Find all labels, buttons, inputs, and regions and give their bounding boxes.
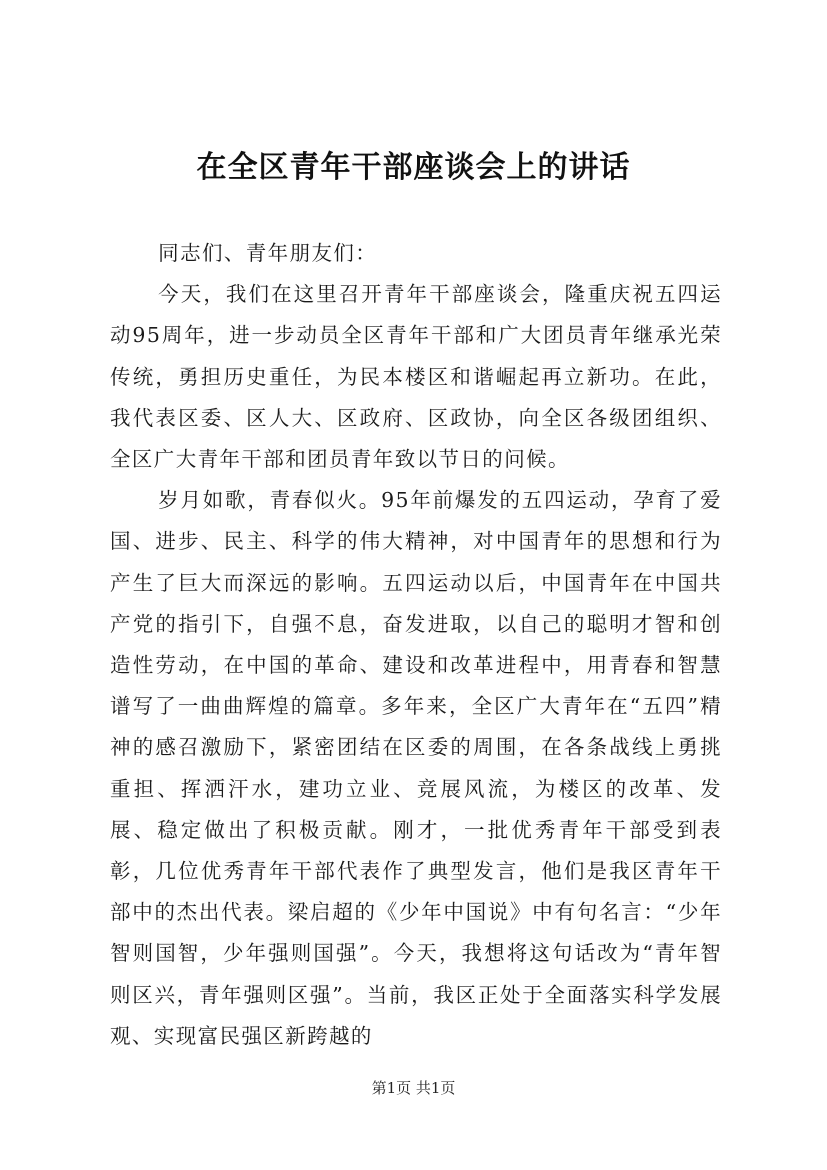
document-body: [110, 233, 722, 1057]
body-paragraph: 岁月如歌，青春似火。95年前爆发的五四运动，孕育了爱国、进步、民主、科学的伟大精神，对中国青年的思想和行为产生了巨大而深远的影响。五四运动以后，中国青年在中国共产党的指引下，自强不息，奋发进取，以自己的聪明才智和创造性劳动，在中国的革命、建设和改革进程中，用青春和智慧谱写了一曲曲辉煌的篇章。多年来，全区广大青年在“五四”精神的感召激励下，紧密团结在区委的周围，在各条战线上勇挑重担、挥洒汗水，建功立业、竞展风流，为楼区的改革、发展、稳定做出了积极贡献。刚才，一批优秀青年干部受到表彰，几位优秀青年干部代表作了典型发言，他们是我区青年干部中的杰出代表。梁启超的《少年中国说》中有句名言：“少年智则国智，少年强则国强”。今天，我想将这句话改为“青年智则区兴，青年强则区强”。当前，我区正处于全面落实科学发展观、实现富民强区新跨越的: [110, 488, 722, 1048]
body-paragraph: 今天，我们在这里召开青年干部座谈会，隆重庆祝五四运动95周年，进一步动员全区青年干部和广大团员青年继承光荣传统，勇担历史重任，为民本楼区和谐崛起再立新功。在此，我代表区委、区人大、区政府、区政协，向全区各级团组织、全区广大青年干部和团员青年致以节日的问候。: [110, 282, 722, 472]
page-footer: 第1页 共1页: [371, 1079, 456, 1097]
document-title: 在全区青年干部座谈会上的讲话: [196, 150, 631, 185]
salutation-paragraph: 同志们、青年朋友们：: [158, 241, 378, 265]
